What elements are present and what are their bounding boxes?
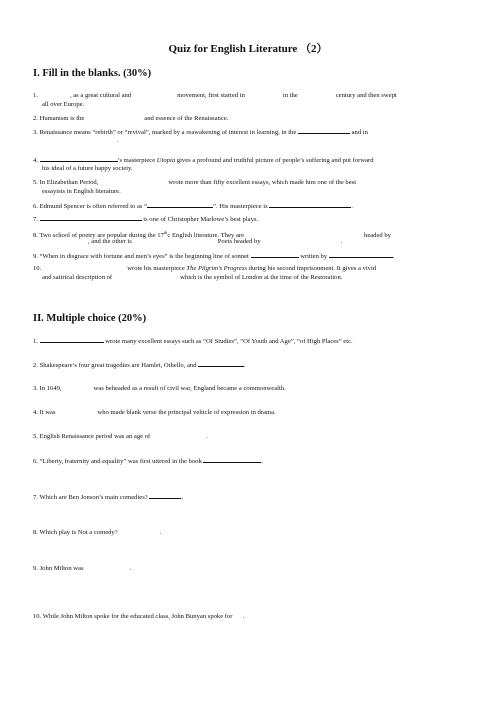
answer-blank[interactable] bbox=[149, 492, 181, 499]
mc-question-9: 9. John Milton was . bbox=[33, 565, 132, 572]
question-3-line-1: 3. Renaissance means “rebirth” or “revival”, marked by a reawakening of interest in learning, in the and in bbox=[33, 129, 368, 136]
answer-blank[interactable] bbox=[198, 360, 244, 367]
page-title: Quiz for English Literature （2） bbox=[168, 43, 328, 55]
question-7: 7. is one of Christopher Marlowe’s best plays. bbox=[33, 216, 259, 223]
question-10-line-1: 10. wrote his masterpiece The Pilgrim’s Progress during his second imprisonment. It gives a vivid bbox=[33, 265, 377, 272]
question-2: 2. Humanism is the and essence of the Renaissance. bbox=[33, 115, 229, 122]
question-1-line-1: 1. , as a great cultural and movement, first started in in the century and then swept bbox=[33, 92, 397, 99]
question-1-line-2: all over Europe. bbox=[42, 101, 85, 108]
mc-question-8: 8. Which play is Not a comedy? . bbox=[33, 529, 162, 536]
question-8-line-2: , and the other is Poets headed by . bbox=[88, 238, 343, 245]
answer-blank[interactable] bbox=[298, 127, 350, 134]
answer-blank[interactable] bbox=[147, 201, 213, 208]
question-5-line-2: essayists in English literature. bbox=[42, 188, 121, 195]
question-3-line-2: . bbox=[117, 137, 119, 144]
question-9: 9. “When in disgrace with fortune and men’s eyes” is the beginning line of sonnet written by . bbox=[33, 253, 395, 260]
mc-question-10: 10. While John Milton spoke for the educated class, John Bunyan spoke for . bbox=[33, 613, 245, 620]
answer-blank[interactable] bbox=[40, 155, 118, 162]
question-4-line-2: his ideal of a future happy society. bbox=[42, 165, 133, 172]
mc-question-5: 5. English Renaissance period was an age of . bbox=[33, 433, 208, 440]
question-5-line-1: 5. In Elizabethan Period, wrote more than fifty excellent essays, which made him one of the best bbox=[33, 179, 357, 186]
question-10-line-2: and satirical description of which is the symbol of London at the time of the Restoration. bbox=[42, 274, 343, 281]
answer-blank[interactable] bbox=[203, 456, 261, 463]
question-4-line-1: 4. ’s masterpiece Utopia gives a profound and truthful picture of people’s suffering and put forward bbox=[33, 157, 374, 164]
answer-blank[interactable] bbox=[269, 201, 351, 208]
mc-question-3: 3. In 1649, was beheaded as a result of civil war, England became a commonwealth. bbox=[33, 385, 286, 392]
mc-question-2: 2. Shakespeare’s four great tragedies are Hamlet, Othello, and . bbox=[33, 362, 246, 369]
mc-question-1: 1. wrote many excellent essays such as “Of Studies”, “Of Youth and Age”, “of High Places” etc. bbox=[33, 338, 353, 345]
answer-blank[interactable] bbox=[40, 336, 104, 343]
mc-question-4: 4. It was who made blank verse the principal vehicle of expression in drama. bbox=[33, 409, 276, 416]
answer-blank[interactable] bbox=[329, 251, 393, 258]
section-heading-multiple-choice: II. Multiple choice (20%) bbox=[33, 313, 147, 324]
mc-question-7: 7. Which are Ben Jonson’s main comedies? . bbox=[33, 494, 184, 501]
answer-blank[interactable] bbox=[40, 214, 142, 221]
mc-question-6: 6. “Liberty, fraternity and equality” was first uttered in the book . bbox=[33, 458, 264, 465]
question-8-line-1: 8. Two school of poetry are popular during the 17thc English literature. They are headed by bbox=[33, 230, 391, 240]
answer-blank[interactable] bbox=[251, 251, 299, 258]
section-heading-fill-blanks: I. Fill in the blanks. (30%) bbox=[33, 68, 152, 79]
question-6: 6. Edmund Spencer is often referred to as “ ”. His masterpiece is . bbox=[33, 203, 353, 210]
